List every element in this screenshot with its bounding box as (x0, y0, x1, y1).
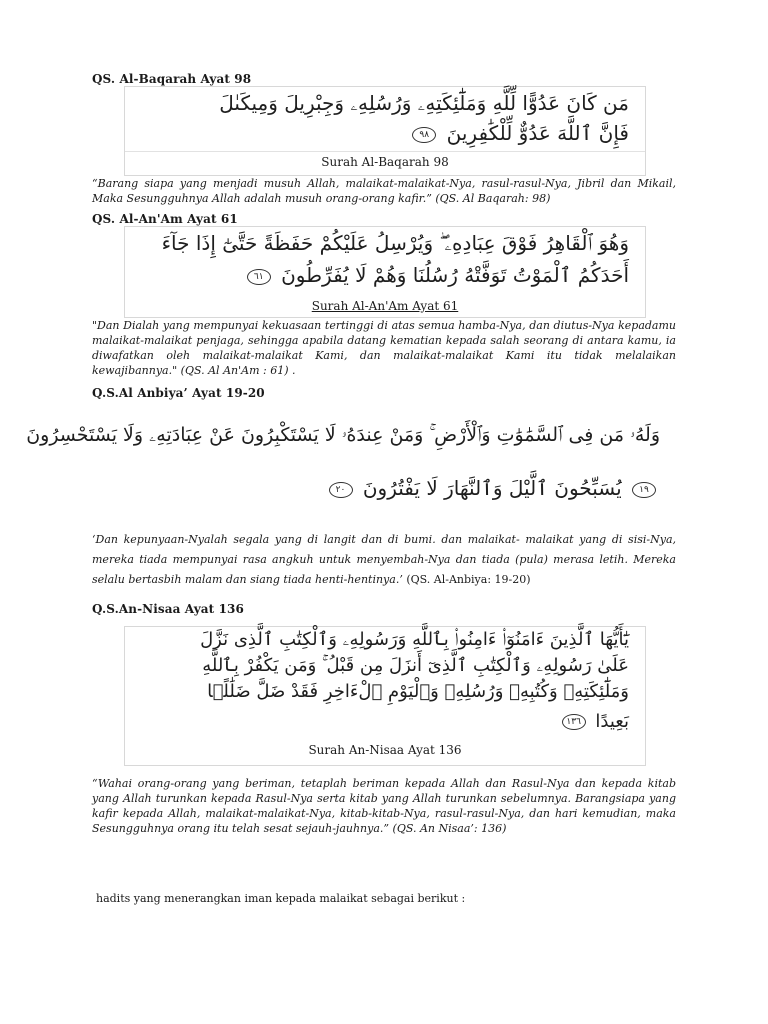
ayah-number-marker: ١٩ (632, 482, 656, 498)
ayah-number-marker: ٦١ (247, 269, 271, 285)
arabic-text: بَعِيدًا (595, 711, 629, 732)
arabic-line: وَمَلَٰٓئِكَتِهِۦ وَكُتُبِهِۦ وَرُسُلِهِۦ وَٱلْيَوْمِ ٱلْءَاخِرِ فَقَدْ ضَلَّ ضَلَٰلًۢا (207, 681, 629, 702)
arabic-text: فَإِنَّ ٱللَّهَ عَدُوٌّ لِّلْكَٰفِرِينَ (446, 121, 629, 145)
verse-box-nisaa (124, 626, 646, 766)
arabic-text: يُسَبِّحُونَ ٱلَّيْلَ وَٱلنَّهَارَ لَا يَفْتُرُونَ (362, 476, 622, 500)
arabic-line: عَلَىٰ رَسُولِهِۦ وَٱلْكِتَٰبِ ٱلَّذِىٓ أَنزَلَ مِن قَبْلُ ۚ وَمَن يَكْفُرْ بِٱللَّهِ (202, 655, 629, 676)
verse-caption: Surah Al-Baqarah 98 (321, 155, 449, 169)
verse-caption: Surah Al-An'Am Ayat 61 (311, 299, 459, 313)
arabic-line (26, 424, 660, 446)
translation-anbiya (92, 530, 676, 590)
translation-nisaa: “Wahai orang-orang yang beriman, tetaplah beriman kepada Allah dan Rasul-Nya dan kepada kitab yang Allah turunkan kepada Rasul-Nya serta kitab yang Allah turunkan sebelumnya. Barangsiapa yang kafir kepada Allah, malaikat-malaikat-Nya, kitab-kitab-Nya, rasul-rasul-Nya, dan hari kemudian, maka Sesungguhnya orang itu telah sesat sejauh-jauhnya.” (QS. An Nisaa’: 136) (92, 777, 676, 835)
arabic-text: وَلَهُۥ مَن فِى ٱلسَّمَٰوَٰتِ وَٱلْأَرْضِ ۚ وَمَنْ عِندَهُۥ لَا يَسْتَكْبِرُونَ عَنْ عِبَادَتِهِۦ وَلَا يَسْتَحْسِرُونَ (26, 424, 660, 446)
ayah-number-marker: ٢٠ (329, 482, 353, 498)
arabic-line (141, 263, 629, 287)
arabic-line: يَٰٓأَيُّهَا ٱلَّذِينَ ءَامَنُوٓا۟ ءَامِنُوا۟ بِٱللَّهِ وَرَسُولِهِۦ وَٱلْكِتَٰبِ ٱلَّذِى نَزَّلَ (200, 629, 629, 650)
section-heading-anbiya: Q.S.Al Anbiya’ Ayat 19-20 (92, 386, 265, 400)
verse-caption: Surah An-Nisaa Ayat 136 (308, 743, 462, 757)
arabic-line (141, 121, 629, 145)
translation-baqarah: “Barang siapa yang menjadi musuh Allah, malaikat-malaikat-Nya, rasul-rasul-Nya, Jibril dan Mikail, Maka Sesungguhnya Allah adalah musuh orang-orang kafir.” (QS. Al Baqarah: 98) (92, 177, 676, 205)
section-heading-anam: QS. Al-An'Am Ayat 61 (92, 212, 238, 226)
verse-box-anam (124, 226, 646, 318)
section-heading-nisaa: Q.S.An-Nisaa Ayat 136 (92, 602, 244, 616)
ayah-number-marker: ٩٨ (412, 127, 436, 143)
document-page (26, 0, 676, 1024)
translation-reference: (QS. Al-Anbiya: 19-20) (406, 573, 531, 586)
verse-box-baqarah (124, 86, 646, 176)
ayah-number-marker: ١٣٦ (562, 714, 586, 730)
translation-anam: "Dan Dialah yang mempunyai kekuasaan tertinggi di atas semua hamba-Nya, dan diutus-Nya kepadamu malaikat-malaikat penjaga, sehingga apabila datang kematian kepada salah seorang di antara kamu, ia diwafatkan oleh malaikat-malaikat Kami, dan malaikat-malaikat Kami itu tidak melalaikan kewajibannya." (QS. Al An'Am : 61) . (92, 319, 676, 377)
arabic-line (141, 711, 629, 732)
closing-text: hadits yang menerangkan iman kepada malaikat sebagai berikut : (96, 892, 466, 905)
arabic-line (108, 476, 660, 500)
divider (125, 151, 645, 152)
translation-text: ‘Dan kepunyaan-Nyalah segala yang di langit dan di bumi. dan malaikat- malaikat yang di sisi-Nya, mereka tiada mempunyai rasa angkuh untuk menyembah-Nya dan tiada (pula) merasa letih. Mereka selalu bertasbih malam dan siang tiada henti-hentinya.’ (92, 533, 676, 586)
arabic-text: أَحَدَكُمُ ٱلْمَوْتُ تَوَفَّتْهُ رُسُلُنَا وَهُمْ لَا يُفَرِّطُونَ (281, 263, 629, 287)
section-heading-baqarah: QS. Al-Baqarah Ayat 98 (92, 72, 252, 86)
verse-box-anbiya (26, 412, 676, 522)
arabic-line: مَن كَانَ عَدُوًّا لِّلَّهِ وَمَلَٰٓئِكَتِهِۦ وَرُسُلِهِۦ وَجِبْرِيلَ وَمِيكَىٰلَ (219, 91, 629, 115)
arabic-line: وَهُوَ ٱلْقَاهِرُ فَوْقَ عِبَادِهِۦ ۖ وَيُرْسِلُ عَلَيْكُمْ حَفَظَةً حَتَّىٰٓ إِذَا جَآءَ (161, 231, 629, 255)
